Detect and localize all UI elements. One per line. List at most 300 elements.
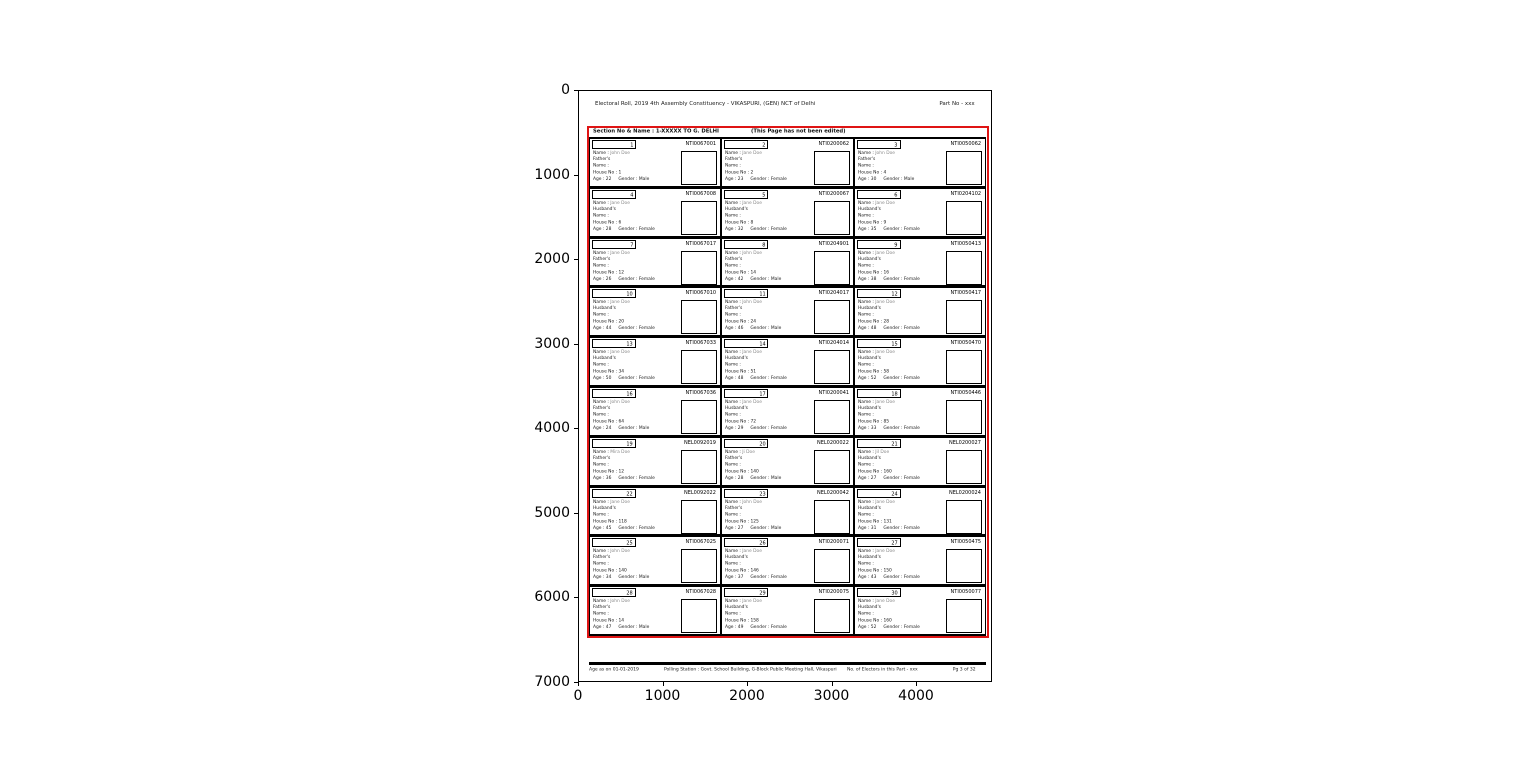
house-line: House No : 140 (725, 469, 760, 475)
age-gender-line (593, 226, 683, 232)
name-label: Name : (593, 200, 611, 206)
name-label: Name : (593, 349, 611, 355)
voter-details (725, 499, 815, 531)
relation-name-label: Name : (725, 162, 742, 168)
voter-details (858, 449, 948, 481)
voter-card (854, 337, 986, 385)
voter-name: Ji Doe (742, 449, 756, 455)
gender-value: Gender : Female (750, 574, 788, 580)
relation-label: Husband's (725, 405, 749, 411)
voter-card (589, 138, 721, 186)
relation-name-label: Name : (857, 162, 874, 168)
relation-label: Father's (725, 505, 743, 511)
age-gender-line (725, 276, 815, 282)
relation-label: Father's (593, 455, 611, 461)
serial-box (592, 588, 636, 597)
voter-card (589, 536, 721, 584)
voter-row (589, 337, 986, 387)
photo-box (946, 599, 982, 633)
name-label: Name : (725, 548, 743, 554)
voter-name: John Doe (610, 399, 631, 405)
photo-box (946, 300, 982, 334)
part-number-text: Part No - xxx (939, 100, 975, 107)
name-line (593, 499, 683, 505)
gender-value: Gender : Male (750, 276, 782, 282)
name-label: Name : (725, 399, 743, 405)
y-tick-mark (574, 682, 578, 683)
serial-number: 26 (758, 540, 766, 547)
gender-value: Gender : Female (883, 525, 920, 531)
x-tick-label: 3000 (813, 688, 850, 704)
gender-value: Gender : Male (618, 574, 650, 580)
serial-number: 18 (891, 391, 898, 397)
relation-name-label: Name : (593, 212, 609, 218)
relation-name-label: Name : (725, 312, 742, 318)
name-label: Name : (593, 548, 611, 554)
gender-value: Gender : Female (618, 325, 655, 331)
serial-number: 4 (629, 192, 633, 198)
house-line: House No : 64 (593, 419, 625, 425)
epic-number-text: NTI0200071 (818, 539, 849, 545)
house-line: House No : 24 (725, 319, 757, 325)
voter-name: John Doe (610, 548, 631, 554)
serial-number: 19 (626, 441, 633, 447)
gender-value: Gender : Female (883, 375, 920, 381)
voter-card (721, 437, 853, 485)
voter-name: Jane Doe (742, 399, 763, 405)
epic-number-text: NEL0092022 (684, 489, 717, 496)
photo-box (814, 450, 850, 484)
relation-label: Husband's (857, 405, 881, 411)
relation-name-label: Name : (725, 461, 742, 467)
photo-box (946, 251, 982, 285)
voter-card (854, 586, 986, 634)
photo-box (946, 549, 982, 583)
serial-number: 28 (626, 590, 633, 597)
relation-name-label: Name : (593, 362, 609, 368)
relation-label: Husband's (593, 206, 616, 212)
age-value: Age : 27 (725, 525, 744, 531)
gender-value: Gender : Female (883, 574, 920, 580)
voter-details (725, 299, 815, 331)
voter-row (589, 188, 986, 238)
epic-number-text: NTI0067033 (685, 340, 717, 346)
gender-value: Gender : Female (883, 276, 920, 282)
voter-details (858, 349, 948, 381)
name-line (593, 449, 683, 455)
voter-card-grid (589, 138, 986, 636)
serial-box (724, 538, 768, 547)
y-tick-label: 2000 (534, 251, 570, 268)
highlight-rectangle (587, 126, 989, 638)
epic-number-text: NTI0050417 (950, 290, 981, 296)
serial-box (857, 190, 901, 199)
serial-box (724, 289, 768, 298)
epic-number-text: NTI0050470 (950, 340, 981, 346)
gender-value: Gender : Male (750, 475, 782, 481)
name-label: Name : (593, 299, 611, 305)
voter-name: Jane Doe (874, 250, 895, 256)
photo-box (814, 599, 850, 633)
age-value: Age : 35 (857, 226, 877, 232)
serial-number: 9 (894, 242, 898, 248)
house-line: House No : 125 (725, 518, 760, 524)
age-value: Age : 28 (725, 475, 744, 481)
serial-box (724, 339, 768, 348)
voter-name: John Doe (742, 499, 763, 505)
photo-box (814, 400, 850, 434)
section-note-text: (This Page has not been edited) (751, 128, 846, 134)
gender-value: Gender : Female (750, 375, 788, 381)
voter-name: Jane Doe (742, 200, 763, 206)
age-value: Age : 52 (857, 375, 877, 381)
house-line: House No : 51 (725, 369, 757, 375)
age-gender-line (725, 624, 815, 630)
serial-number: 12 (891, 291, 898, 298)
voter-details (858, 548, 948, 580)
serial-number: 20 (758, 441, 766, 447)
relation-label: Husband's (857, 355, 881, 361)
age-gender-line (593, 574, 683, 580)
voter-details (858, 499, 948, 531)
serial-box (592, 389, 636, 398)
gender-value: Gender : Male (618, 425, 650, 431)
relation-name-label: Name : (725, 262, 742, 268)
serial-box (592, 439, 636, 448)
relation-label: Husband's (593, 355, 616, 361)
relation-name-label: Name : (857, 611, 874, 617)
x-tick-mark (578, 682, 579, 686)
voter-details (858, 598, 948, 630)
relation-name-label: Name : (593, 461, 609, 467)
house-line: House No : 1 (593, 170, 622, 176)
voter-card (589, 437, 721, 485)
relation-name-label: Name : (857, 561, 874, 567)
serial-number: 17 (758, 391, 766, 397)
age-gender-line (725, 375, 815, 381)
voter-details (593, 598, 683, 630)
serial-number: 13 (626, 341, 633, 348)
gender-value: Gender : Female (618, 475, 655, 481)
house-line: House No : 58 (857, 369, 889, 375)
serial-number: 3 (894, 142, 898, 148)
voter-name: Jane Doe (610, 299, 630, 305)
name-label: Name : (593, 449, 611, 455)
serial-box (592, 240, 636, 249)
voter-card (589, 188, 721, 236)
relation-name-label: Name : (857, 362, 874, 368)
relation-label: Husband's (725, 206, 749, 212)
document-header-text: Electoral Roll, 2019 4th Assembly Constituency - VIKASPURI, (GEN) NCT of Delhi (595, 100, 816, 107)
name-line (858, 250, 948, 256)
age-value: Age : 31 (857, 525, 877, 531)
voter-name: Jane Doe (874, 349, 895, 355)
voter-details (725, 200, 815, 232)
name-label: Name : (857, 399, 875, 405)
age-gender-line (593, 176, 683, 182)
part-number (904, 100, 975, 113)
epic-number-text: NTI0050077 (950, 589, 981, 595)
photo-box (681, 450, 717, 484)
name-label: Name : (593, 150, 611, 156)
voter-details (725, 150, 815, 182)
relation-label: Father's (593, 156, 611, 162)
voter-details (593, 349, 683, 381)
name-label: Name : (857, 250, 875, 256)
relation-name-label: Name : (857, 212, 874, 218)
house-line: House No : 9 (857, 220, 886, 226)
relation-name-label: Name : (593, 411, 609, 417)
name-label: Name : (725, 499, 743, 505)
section-title-text: Section No & Name : 1-XXXXX TO G. DELHI (593, 128, 720, 134)
voter-card (589, 586, 721, 634)
epic-number-text: NEL0200042 (816, 489, 849, 496)
epic-number-text: NTI0050413 (950, 240, 981, 247)
serial-number: 15 (891, 341, 898, 348)
age-gender-line (725, 475, 815, 481)
voter-name: Jane Doe (610, 349, 630, 355)
age-gender-line (858, 425, 948, 431)
photo-box (681, 251, 717, 285)
serial-number: 7 (629, 242, 633, 248)
gender-value: Gender : Female (883, 325, 920, 331)
age-gender-line (858, 226, 948, 232)
name-line (725, 449, 815, 455)
gender-value: Gender : Female (618, 226, 655, 232)
voter-card (854, 188, 986, 236)
serial-number: 29 (758, 590, 766, 597)
house-line: House No : 12 (593, 469, 625, 475)
voter-name: Jane Doe (742, 349, 763, 355)
serial-box (592, 140, 636, 149)
voter-details (593, 449, 683, 481)
voter-details (593, 499, 683, 531)
age-gender-line (593, 624, 683, 630)
epic-number-text: NTI0200041 (818, 389, 849, 396)
name-label: Name : (857, 299, 875, 305)
serial-number: 23 (758, 491, 766, 497)
age-value: Age : 52 (857, 624, 877, 630)
age-value: Age : 33 (857, 425, 877, 431)
name-label: Name : (857, 598, 875, 604)
voter-name: Jane Doe (610, 200, 630, 206)
age-gender-line (858, 574, 948, 580)
photo-box (814, 549, 850, 583)
name-label: Name : (857, 349, 875, 355)
voter-card (721, 536, 853, 584)
house-line: House No : 160 (857, 618, 892, 624)
house-line: House No : 140 (593, 568, 627, 574)
epic-number-text: NTI0050475 (950, 539, 981, 545)
y-tick-label: 4000 (534, 420, 570, 437)
age-value: Age : 32 (725, 226, 744, 232)
serial-box (724, 588, 768, 597)
serial-box (724, 439, 768, 448)
name-label: Name : (725, 150, 743, 156)
gender-value: Gender : Male (618, 176, 650, 182)
serial-box (724, 240, 768, 249)
age-gender-line (858, 325, 948, 331)
house-line: House No : 34 (593, 369, 625, 375)
x-tick-label: 1000 (644, 688, 681, 704)
y-tick-label: 3000 (534, 335, 570, 352)
y-tick-label: 1000 (534, 166, 570, 183)
voter-row (589, 238, 986, 288)
voter-card (854, 387, 986, 435)
voter-name: John Doe (874, 150, 895, 156)
name-line (858, 200, 948, 206)
voter-row (589, 138, 986, 188)
relation-name-label: Name : (857, 262, 874, 268)
relation-label: Husband's (857, 604, 881, 610)
relation-label: Father's (593, 604, 611, 610)
serial-box (857, 339, 901, 348)
x-tick-label: 2000 (729, 688, 765, 704)
relation-name-label: Name : (593, 611, 609, 617)
name-label: Name : (593, 499, 611, 505)
voter-name: John Doe (742, 250, 763, 256)
voter-row (589, 487, 986, 537)
serial-number: 27 (891, 540, 898, 547)
serial-number: 22 (626, 491, 633, 497)
footer-page-number (930, 667, 976, 677)
serial-box (724, 389, 768, 398)
voter-card (854, 287, 986, 335)
voter-card (721, 287, 853, 335)
voter-row (589, 387, 986, 437)
age-gender-line (858, 176, 948, 182)
voter-card (589, 287, 721, 335)
y-tick-label: 7000 (534, 674, 570, 690)
voter-details (858, 399, 948, 431)
serial-box (724, 140, 768, 149)
serial-number: 21 (891, 441, 898, 447)
age-value: Age : 38 (857, 276, 877, 282)
house-line: House No : 20 (593, 319, 625, 325)
epic-number-text: NTI0204017 (818, 290, 849, 296)
epic-number-text: NTI0204901 (818, 240, 849, 247)
voter-card (721, 487, 853, 535)
voter-details (725, 399, 815, 431)
photo-box (946, 201, 982, 235)
photo-box (681, 400, 717, 434)
voter-card (721, 586, 853, 634)
gender-value: Gender : Male (750, 325, 782, 331)
voter-name: Jane Doe (742, 548, 763, 554)
house-line: House No : 28 (857, 319, 889, 325)
age-value: Age : 22 (593, 176, 612, 182)
gender-value: Gender : Female (883, 475, 920, 481)
footer-divider (589, 662, 986, 665)
relation-name-label: Name : (725, 561, 742, 567)
epic-number-text: NEL0200022 (816, 439, 849, 446)
voter-details (858, 299, 948, 331)
age-gender-line (593, 325, 683, 331)
plot-axes (578, 90, 992, 682)
voter-card (854, 238, 986, 286)
name-line (725, 250, 815, 256)
x-tick-label: 0 (573, 688, 583, 704)
voter-card (721, 138, 853, 186)
relation-name-label: Name : (857, 312, 874, 318)
voter-card (721, 387, 853, 435)
voter-details (593, 250, 683, 282)
relation-label: Husband's (593, 306, 616, 312)
voter-card (589, 387, 721, 435)
photo-box (814, 350, 850, 384)
x-tick-mark (832, 682, 833, 686)
relation-label: Father's (725, 256, 743, 262)
age-value: Age : 36 (593, 475, 612, 481)
footer-electors-text: No. of Electors in this Part - xxx (847, 667, 918, 672)
photo-box (681, 350, 717, 384)
serial-number: 16 (626, 391, 633, 397)
voter-details (858, 250, 948, 282)
photo-box (681, 549, 717, 583)
relation-label: Husband's (857, 256, 881, 262)
epic-number-text: NTI0204014 (818, 340, 849, 346)
age-value: Age : 46 (725, 325, 744, 331)
house-line: House No : 16 (857, 269, 889, 275)
voter-name: Jane Doe (610, 499, 630, 505)
voter-card (854, 138, 986, 186)
house-line: House No : 14 (725, 269, 757, 275)
photo-box (814, 151, 850, 185)
voter-details (593, 299, 683, 331)
x-tick-mark (916, 682, 917, 686)
voter-name: Jane Doe (610, 250, 630, 256)
photo-box (946, 450, 982, 484)
x-tick-label: 4000 (898, 688, 934, 704)
gender-value: Gender : Female (618, 525, 655, 531)
photo-box (814, 300, 850, 334)
age-gender-line (858, 276, 948, 282)
gender-value: Gender : Female (883, 226, 920, 232)
voter-name: John Doe (610, 598, 631, 604)
epic-number-text: NTI0050062 (950, 141, 981, 147)
house-line: House No : 118 (593, 518, 627, 524)
name-label: Name : (725, 200, 743, 206)
name-label: Name : (857, 499, 875, 505)
voter-name: Jane Doe (874, 499, 895, 505)
serial-number: 1 (629, 142, 633, 148)
age-gender-line (858, 525, 948, 531)
name-label: Name : (725, 299, 743, 305)
y-tick-label: 6000 (534, 589, 570, 606)
voter-row (589, 437, 986, 487)
age-gender-line (725, 325, 815, 331)
gender-value: Gender : Female (750, 425, 788, 431)
age-value: Age : 43 (857, 574, 877, 580)
age-value: Age : 37 (725, 574, 744, 580)
house-line: House No : 85 (857, 419, 889, 425)
age-gender-line (858, 624, 948, 630)
serial-number: 11 (758, 291, 766, 298)
epic-number-text: NEL0092019 (684, 439, 717, 446)
relation-label: Husband's (725, 355, 749, 361)
serial-number: 8 (762, 242, 766, 248)
epic-number-text: NEL0200027 (949, 439, 981, 446)
epic-number-text: NTI0050446 (950, 389, 981, 396)
voter-name: Jane Doe (874, 299, 895, 305)
relation-label: Husband's (857, 455, 881, 461)
serial-number: 2 (762, 142, 766, 148)
age-gender-line (593, 525, 683, 531)
age-gender-line (593, 425, 683, 431)
age-value: Age : 24 (593, 425, 612, 431)
name-label: Name : (857, 200, 875, 206)
house-line: House No : 14 (593, 618, 625, 624)
